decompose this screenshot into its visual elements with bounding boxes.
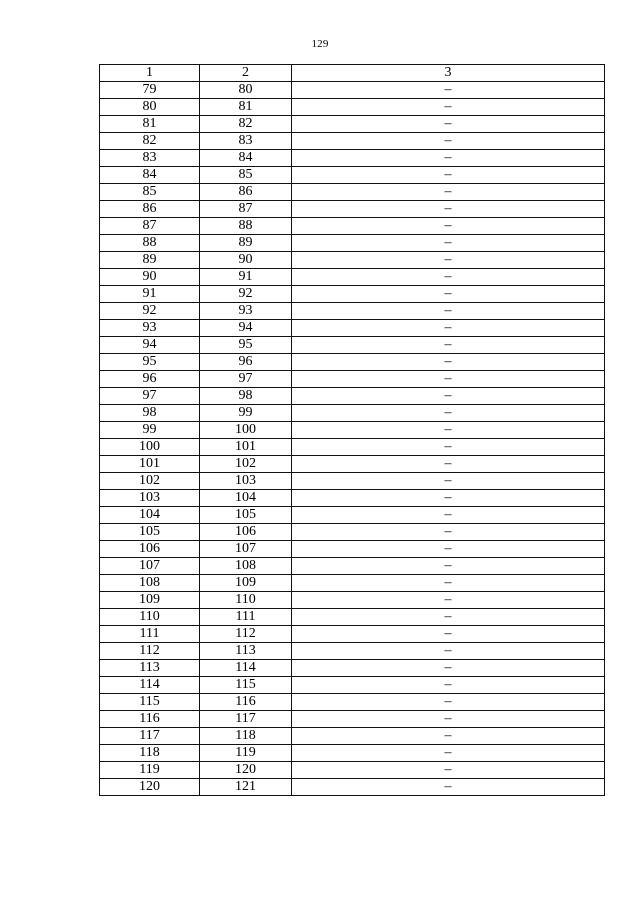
table-cell-col-1: 93 — [100, 320, 200, 337]
table-cell-col-1: 86 — [100, 201, 200, 218]
table-cell-col-2: 96 — [200, 354, 292, 371]
table-row — [100, 541, 605, 558]
table-row — [100, 99, 605, 116]
table-cell-col-1: 113 — [100, 660, 200, 677]
table-cell-col-3: – — [292, 167, 605, 184]
table-cell-col-1: 112 — [100, 643, 200, 660]
table-cell-col-3: – — [292, 388, 605, 405]
table-cell-col-2: 118 — [200, 728, 292, 745]
table-cell-col-2: 117 — [200, 711, 292, 728]
table-row — [100, 150, 605, 167]
table-row — [100, 252, 605, 269]
table-row — [100, 303, 605, 320]
table-cell-col-3: – — [292, 694, 605, 711]
table-cell-col-1: 87 — [100, 218, 200, 235]
table-cell-col-1: 114 — [100, 677, 200, 694]
table-cell-col-2: 100 — [200, 422, 292, 439]
table-cell-col-2: 86 — [200, 184, 292, 201]
table-row — [100, 507, 605, 524]
table-row — [100, 524, 605, 541]
table-row — [100, 286, 605, 303]
column-header-1: 1 — [100, 65, 200, 82]
table-cell-col-3: – — [292, 643, 605, 660]
table-cell-col-1: 118 — [100, 745, 200, 762]
table-cell-col-3: – — [292, 473, 605, 490]
table-cell-col-3: – — [292, 337, 605, 354]
table-row — [100, 728, 605, 745]
table-row — [100, 694, 605, 711]
table-cell-col-1: 120 — [100, 779, 200, 796]
table-cell-col-1: 90 — [100, 269, 200, 286]
table-cell-col-2: 103 — [200, 473, 292, 490]
table-cell-col-2: 108 — [200, 558, 292, 575]
table-row — [100, 609, 605, 626]
table-cell-col-3: – — [292, 779, 605, 796]
table-cell-col-3: – — [292, 592, 605, 609]
table-cell-col-3: – — [292, 422, 605, 439]
table-cell-col-2: 97 — [200, 371, 292, 388]
table-cell-col-3: – — [292, 116, 605, 133]
table-cell-col-3: – — [292, 354, 605, 371]
table-row — [100, 82, 605, 99]
table-row — [100, 218, 605, 235]
table-row — [100, 235, 605, 252]
table-cell-col-1: 95 — [100, 354, 200, 371]
table-row — [100, 762, 605, 779]
column-header-3: 3 — [292, 65, 605, 82]
table-cell-col-1: 105 — [100, 524, 200, 541]
table-cell-col-1: 82 — [100, 133, 200, 150]
table-row — [100, 116, 605, 133]
table-row — [100, 388, 605, 405]
table-cell-col-1: 101 — [100, 456, 200, 473]
table-cell-col-2: 83 — [200, 133, 292, 150]
table-cell-col-1: 94 — [100, 337, 200, 354]
table-row — [100, 337, 605, 354]
table-cell-col-1: 99 — [100, 422, 200, 439]
table-cell-col-1: 81 — [100, 116, 200, 133]
table-cell-col-1: 111 — [100, 626, 200, 643]
table-cell-col-2: 95 — [200, 337, 292, 354]
table-cell-col-2: 102 — [200, 456, 292, 473]
table-row — [100, 405, 605, 422]
table-cell-col-2: 114 — [200, 660, 292, 677]
table-cell-col-1: 92 — [100, 303, 200, 320]
table-cell-col-1: 100 — [100, 439, 200, 456]
table-header-row — [100, 65, 605, 82]
table-cell-col-3: – — [292, 303, 605, 320]
table-cell-col-2: 111 — [200, 609, 292, 626]
table-cell-col-3: – — [292, 286, 605, 303]
table-cell-col-1: 116 — [100, 711, 200, 728]
table-cell-col-1: 102 — [100, 473, 200, 490]
table-cell-col-2: 119 — [200, 745, 292, 762]
table-row — [100, 167, 605, 184]
table-cell-col-1: 106 — [100, 541, 200, 558]
table-cell-col-1: 80 — [100, 99, 200, 116]
table-cell-col-3: – — [292, 82, 605, 99]
table-cell-col-2: 99 — [200, 405, 292, 422]
table-cell-col-2: 85 — [200, 167, 292, 184]
table-cell-col-3: – — [292, 99, 605, 116]
table-cell-col-1: 107 — [100, 558, 200, 575]
table-cell-col-3: – — [292, 133, 605, 150]
table-cell-col-2: 91 — [200, 269, 292, 286]
table-cell-col-2: 92 — [200, 286, 292, 303]
table-cell-col-1: 110 — [100, 609, 200, 626]
table-row — [100, 456, 605, 473]
table-cell-col-2: 98 — [200, 388, 292, 405]
table-cell-col-2: 105 — [200, 507, 292, 524]
table-cell-col-2: 115 — [200, 677, 292, 694]
table-cell-col-2: 90 — [200, 252, 292, 269]
table-cell-col-2: 82 — [200, 116, 292, 133]
table-row — [100, 269, 605, 286]
table-cell-col-1: 109 — [100, 592, 200, 609]
table-cell-col-2: 110 — [200, 592, 292, 609]
page-number: 129 — [311, 38, 329, 50]
table-cell-col-2: 88 — [200, 218, 292, 235]
table-cell-col-3: – — [292, 252, 605, 269]
table-cell-col-2: 112 — [200, 626, 292, 643]
table-cell-col-1: 104 — [100, 507, 200, 524]
table-row — [100, 439, 605, 456]
table-row — [100, 779, 605, 796]
table-cell-col-2: 81 — [200, 99, 292, 116]
table-row — [100, 354, 605, 371]
table-cell-col-1: 97 — [100, 388, 200, 405]
table-cell-col-1: 103 — [100, 490, 200, 507]
table-cell-col-3: – — [292, 524, 605, 541]
table-cell-col-3: – — [292, 201, 605, 218]
table-cell-col-2: 84 — [200, 150, 292, 167]
data-table — [99, 64, 605, 796]
table-cell-col-1: 117 — [100, 728, 200, 745]
table-cell-col-1: 89 — [100, 252, 200, 269]
table-cell-col-3: – — [292, 405, 605, 422]
table-row — [100, 490, 605, 507]
table-cell-col-3: – — [292, 575, 605, 592]
table-cell-col-2: 116 — [200, 694, 292, 711]
table-cell-col-3: – — [292, 150, 605, 167]
table-row — [100, 422, 605, 439]
table-cell-col-2: 89 — [200, 235, 292, 252]
table-cell-col-1: 83 — [100, 150, 200, 167]
table-cell-col-2: 93 — [200, 303, 292, 320]
table-cell-col-2: 109 — [200, 575, 292, 592]
table-cell-col-1: 88 — [100, 235, 200, 252]
column-header-2: 2 — [200, 65, 292, 82]
table-cell-col-3: – — [292, 609, 605, 626]
table-cell-col-2: 80 — [200, 82, 292, 99]
table-cell-col-2: 104 — [200, 490, 292, 507]
table-row — [100, 711, 605, 728]
table-cell-col-3: – — [292, 660, 605, 677]
table-cell-col-1: 79 — [100, 82, 200, 99]
table-cell-col-2: 94 — [200, 320, 292, 337]
table-cell-col-2: 87 — [200, 201, 292, 218]
table-cell-col-3: – — [292, 507, 605, 524]
table-cell-col-3: – — [292, 235, 605, 252]
table-cell-col-3: – — [292, 320, 605, 337]
table-cell-col-3: – — [292, 558, 605, 575]
table-cell-col-3: – — [292, 677, 605, 694]
table-row — [100, 643, 605, 660]
table-body — [100, 82, 605, 796]
table-cell-col-1: 115 — [100, 694, 200, 711]
table-cell-col-2: 113 — [200, 643, 292, 660]
table-cell-col-3: – — [292, 184, 605, 201]
table-cell-col-3: – — [292, 762, 605, 779]
table-row — [100, 677, 605, 694]
table-cell-col-3: – — [292, 745, 605, 762]
table-row — [100, 626, 605, 643]
table-row — [100, 371, 605, 388]
table-cell-col-3: – — [292, 439, 605, 456]
table-cell-col-3: – — [292, 456, 605, 473]
table-cell-col-1: 84 — [100, 167, 200, 184]
table-cell-col-3: – — [292, 371, 605, 388]
table-cell-col-3: – — [292, 711, 605, 728]
table-cell-col-1: 91 — [100, 286, 200, 303]
table-cell-col-2: 101 — [200, 439, 292, 456]
table-cell-col-3: – — [292, 490, 605, 507]
table-row — [100, 320, 605, 337]
table-cell-col-3: – — [292, 269, 605, 286]
table-cell-col-3: – — [292, 728, 605, 745]
table-cell-col-2: 121 — [200, 779, 292, 796]
table-cell-col-1: 108 — [100, 575, 200, 592]
table-cell-col-1: 98 — [100, 405, 200, 422]
table-cell-col-2: 107 — [200, 541, 292, 558]
table-cell-col-3: – — [292, 626, 605, 643]
table-row — [100, 745, 605, 762]
table-row — [100, 660, 605, 677]
table-cell-col-1: 96 — [100, 371, 200, 388]
table-cell-col-2: 106 — [200, 524, 292, 541]
table-row — [100, 575, 605, 592]
table-row — [100, 184, 605, 201]
table-cell-col-2: 120 — [200, 762, 292, 779]
table-row — [100, 201, 605, 218]
table-row — [100, 592, 605, 609]
table-cell-col-1: 119 — [100, 762, 200, 779]
table-cell-col-3: – — [292, 541, 605, 558]
table-row — [100, 473, 605, 490]
table-cell-col-3: – — [292, 218, 605, 235]
table-cell-col-1: 85 — [100, 184, 200, 201]
table-row — [100, 558, 605, 575]
table-row — [100, 133, 605, 150]
